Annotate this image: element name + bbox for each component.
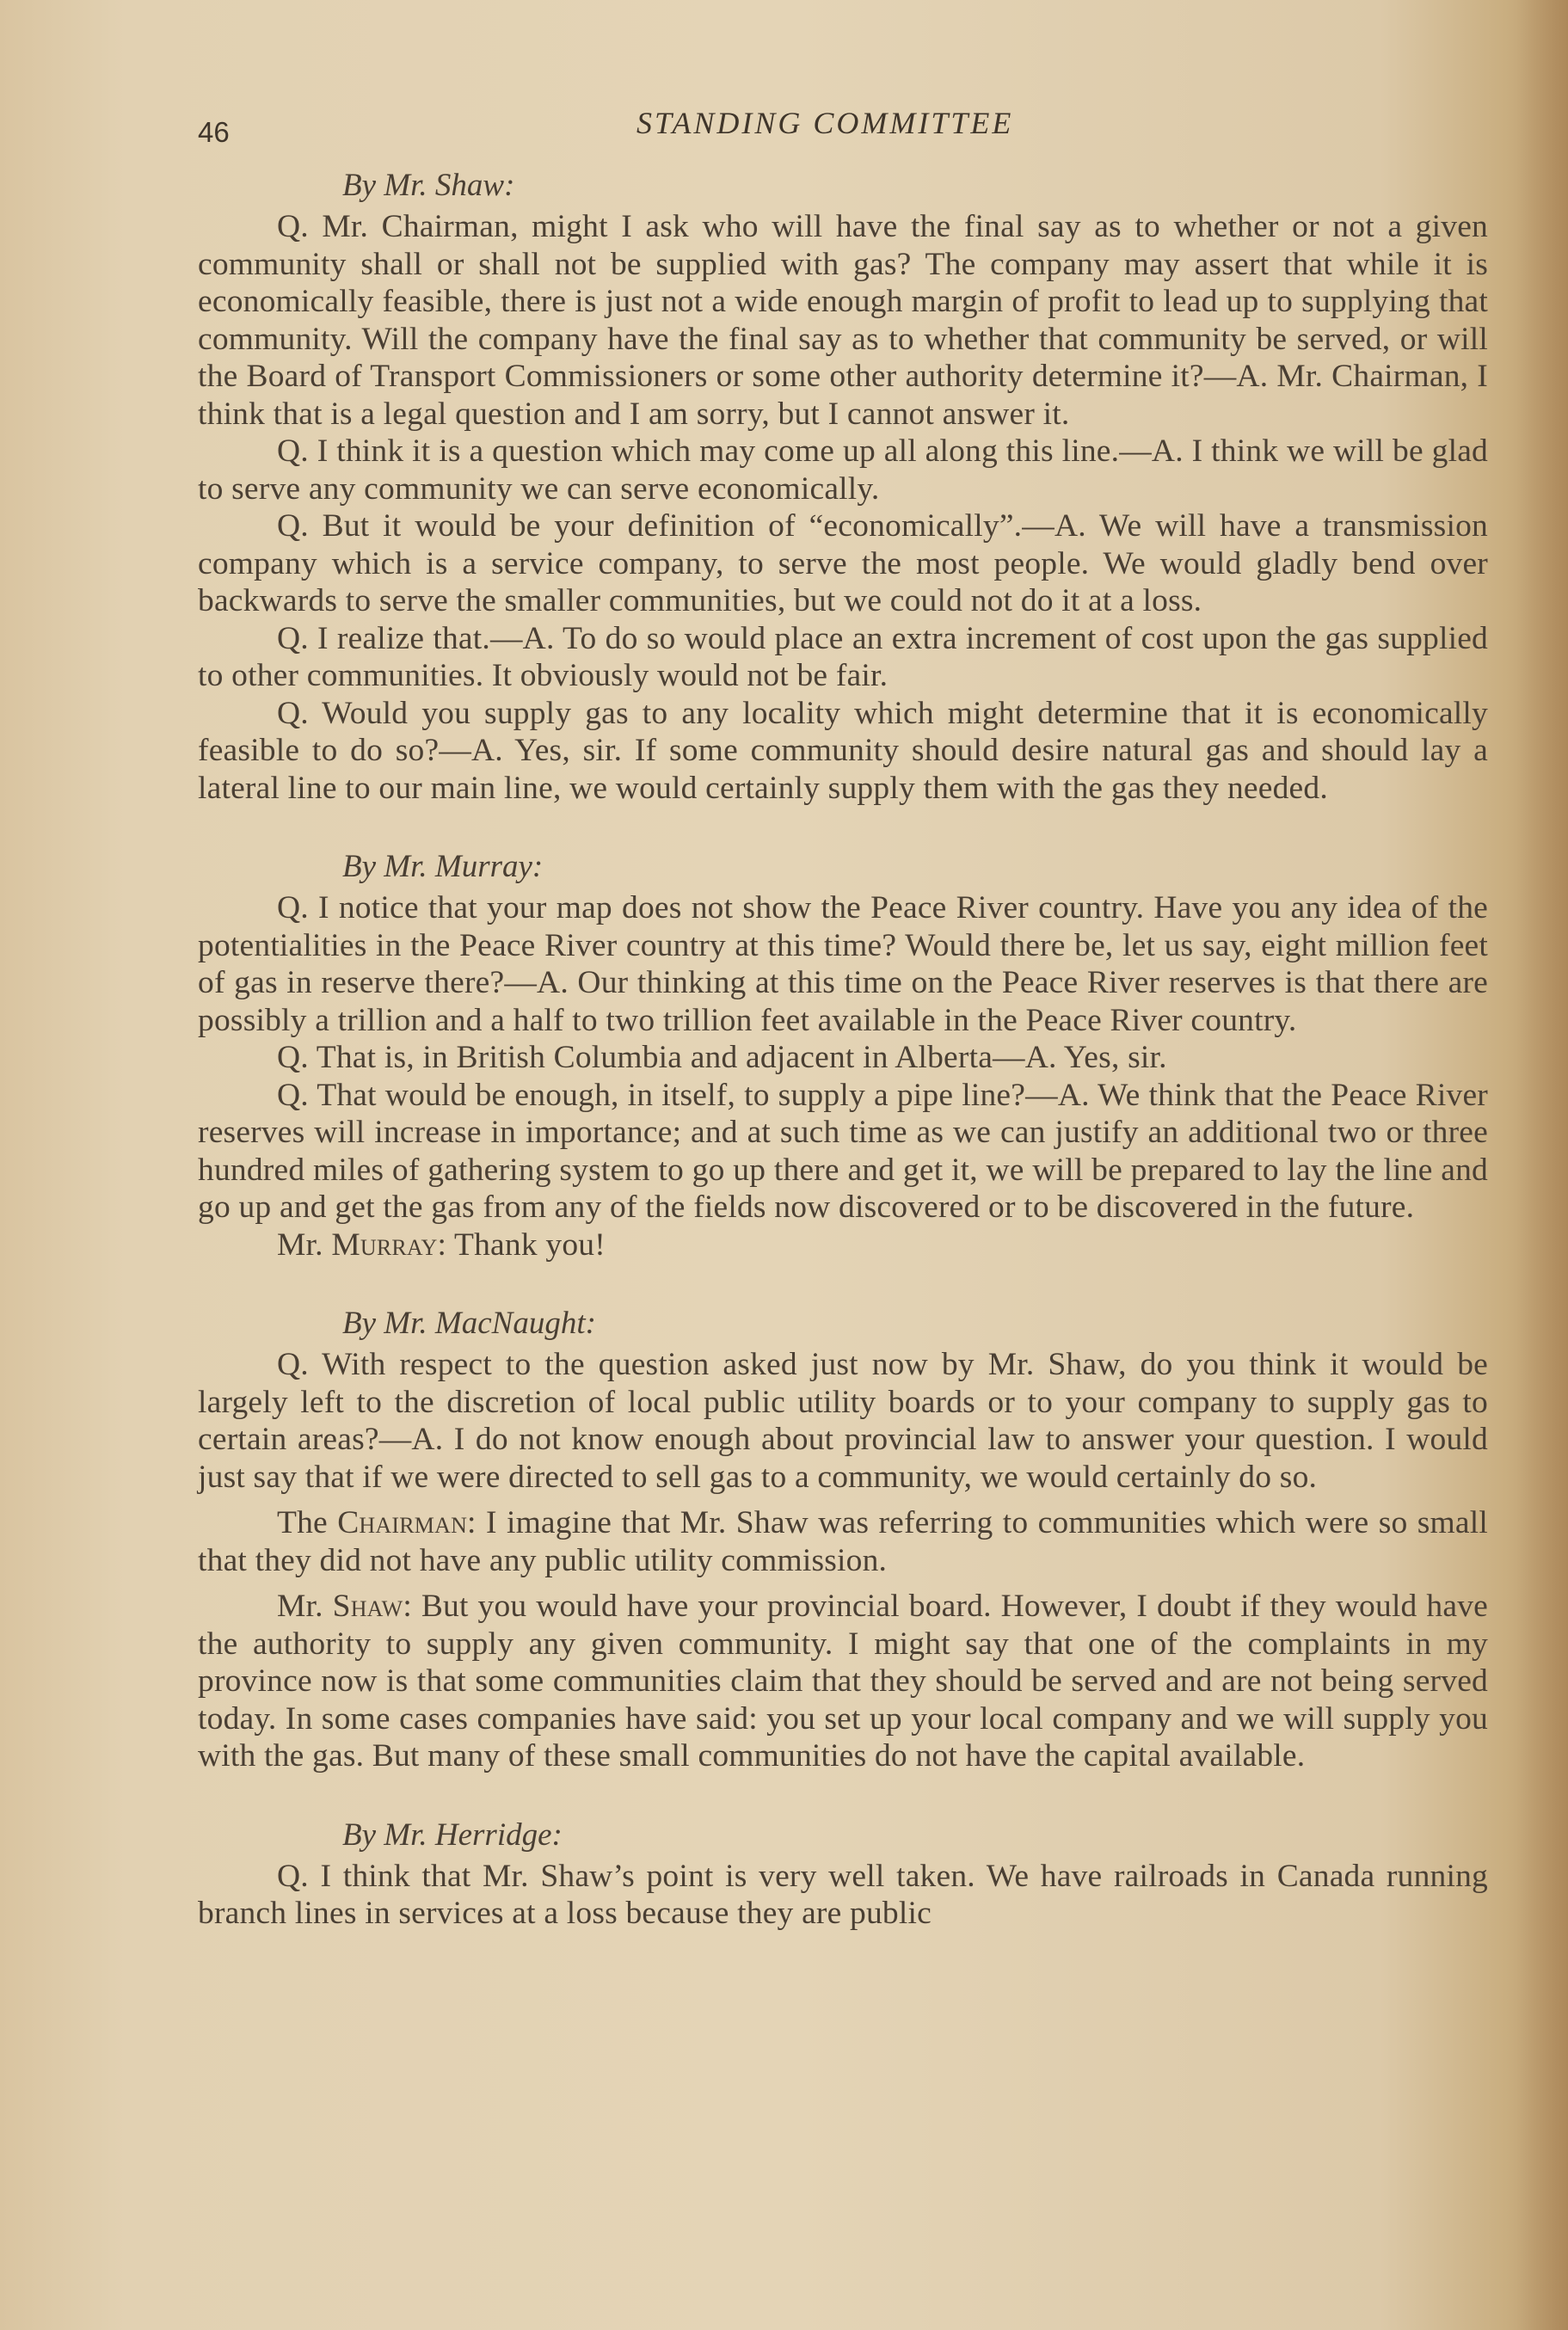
paragraph: Q. That would be enough, in itself, to supply a pipe line?—A. We think that the Peace River reserves will increase in importance; and at such time as we can justify an additional two or three hundred miles of gathering system to go up there and get it, we will be prepared to lay the line and go up and get the gas from any of the fields now discovered or to be discovered in the future. bbox=[198, 1077, 1488, 1225]
paragraph: Q. Mr. Chairman, might I ask who will have the final say as to whether or not a given community shall or shall not be supplied with gas? The company may assert that while it is economically feasible, there is just not a wide enough margin of profit to lead up to supplying that community. Will the company have the final say as to whether that community be served, or will the Board of Transport Commissioners or some other authority determine it?—A. Mr. Chairman, I think that is a legal question and I am sorry, but I cannot answer it. bbox=[198, 209, 1488, 432]
statement-text: : But you would have your provincial board. However, I doubt if they would have the authority to supply any given community. I might say that one of the complaints in my province now is that some communities claim that they should be served and are not being served today. In some cases companies have said: you set up your local company and we will supply you with the gas. But many of these small communities do not have the capital available. bbox=[198, 1589, 1488, 1774]
closing-prefix: Mr. bbox=[277, 1226, 332, 1263]
paragraph: Q. With respect to the question asked just now by Mr. Shaw, do you think it would be largely left to the discretion of local public utility boards or to your company to supply gas to certain areas?—A. I do not know enough about provincial law to answer your question. I would just say that if we were directed to sell gas to a community, we would certainly do so. bbox=[198, 1347, 1488, 1495]
statement-speaker: Shaw bbox=[332, 1589, 403, 1624]
paragraph: Q. I think it is a question which may come up all along this line.—A. I think we will be glad to serve any community we can serve economically. bbox=[198, 433, 1488, 507]
speaker-heading: By Mr. MacNaught: bbox=[342, 1306, 596, 1341]
section-macnaught bbox=[198, 1301, 1488, 1775]
statement-speaker: Chairman bbox=[337, 1505, 468, 1540]
statement-shaw bbox=[198, 1588, 1488, 1775]
page-edge-shadow bbox=[1516, 0, 1568, 2330]
page-number: 46 bbox=[198, 116, 230, 148]
speaker-heading: By Mr. Herridge: bbox=[342, 1817, 563, 1853]
paragraph: Q. But it would be your definition of “economically”.—A. We will have a transmission company which is a service company, to serve the most people. We would gladly bend over backwards to serve the smaller communities, but we could not do it at a loss. bbox=[198, 508, 1488, 618]
paragraph: Q. Would you supply gas to any locality which might determine that it is economically feasible to do so?—A. Yes, sir. If some community should desire natural gas and should lay a lateral line to our main line, we would certainly supply them with the gas they needed. bbox=[198, 695, 1488, 806]
section-shaw bbox=[198, 163, 1488, 807]
paragraph: Q. I think that Mr. Shaw’s point is very well taken. We have railroads in Canada running branch lines in services at a loss because they are public bbox=[198, 1858, 1488, 1931]
document-page bbox=[198, 95, 1488, 2296]
paragraph: Q. I notice that your map does not show the Peace River country. Have you any idea of the potentialities in the Peace River country at this time? Would there be, let us say, eight million feet of gas in reserve there?—A. Our thinking at this time on the Peace River reserves is that there are possibly a trillion and a half to two trillion feet available in the Peace River country. bbox=[198, 890, 1488, 1038]
closing-remark bbox=[198, 1226, 1488, 1264]
paragraph: Q. I realize that.—A. To do so would place an extra increment of cost upon the gas supplied to other communities. It obviously would not be fair. bbox=[198, 620, 1488, 693]
statement-prefix: Mr. bbox=[277, 1589, 333, 1624]
section-murray bbox=[198, 845, 1488, 1263]
running-head: STANDING COMMITTEE bbox=[636, 106, 1014, 140]
statement-text: : I imagine that Mr. Shaw was referring to communities which were so small that they did not have any public utility commission. bbox=[198, 1505, 1488, 1578]
paragraph: Q. That is, in British Columbia and adjacent in Alberta—A. Yes, sir. bbox=[277, 1040, 1167, 1075]
statement-chairman bbox=[198, 1504, 1488, 1579]
closing-speaker: Murray bbox=[331, 1226, 438, 1263]
speaker-heading: By Mr. Shaw: bbox=[342, 168, 515, 203]
statement-prefix: The bbox=[277, 1505, 338, 1540]
section-herridge bbox=[198, 1813, 1488, 1933]
page-header bbox=[198, 95, 1488, 163]
speaker-heading: By Mr. Murray: bbox=[342, 849, 544, 884]
closing-text: : Thank you! bbox=[437, 1226, 606, 1263]
